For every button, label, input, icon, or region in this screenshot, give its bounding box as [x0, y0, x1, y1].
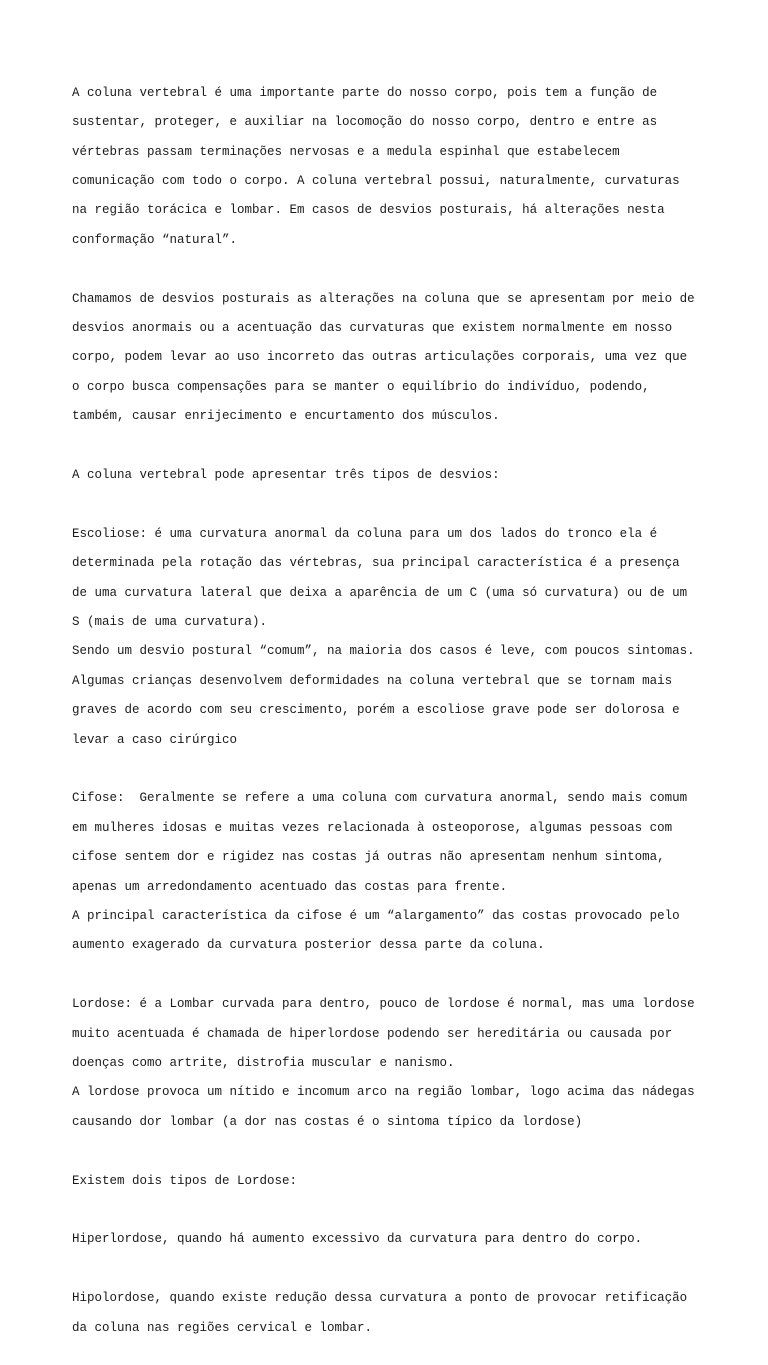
- text-line: Hiperlordose, quando há aumento excessivo da curvatura para dentro do corpo.: [72, 1232, 643, 1247]
- text-line: Lordose: é a Lombar curvada para dentro, pouco de lordose é normal, mas uma lordose: [72, 997, 695, 1012]
- text-line: A coluna vertebral pode apresentar três tipos de desvios:: [72, 467, 500, 482]
- text-line: da coluna nas regiões cervical e lombar.: [72, 1320, 373, 1335]
- paragraph-desvios-posturais: [72, 277, 712, 439]
- text-line: Escoliose: é uma curvatura anormal da coluna para um dos lados do tronco ela é: [72, 526, 658, 541]
- paragraph-tipos-desvios: [72, 453, 712, 497]
- text-line: na região torácica e lombar. Em casos de desvios posturais, há alterações nesta: [72, 203, 665, 218]
- text-line: desvios anormais ou a acentuação das curvaturas que existem normalmente em nosso: [72, 320, 673, 335]
- document-body: [72, 71, 712, 1365]
- text-line: vértebras passam terminações nervosas e a medula espinhal que estabelecem: [72, 144, 620, 159]
- text-line: muito acentuada é chamada de hiperlordose podendo ser hereditária ou causada por: [72, 1026, 673, 1041]
- text-line: corpo, podem levar ao uso incorreto das outras articulações corporais, uma vez que: [72, 350, 688, 365]
- text-line: causando dor lombar (a dor nas costas é o sintoma típico da lordose): [72, 1114, 583, 1129]
- text-line: A principal característica da cifose é um “alargamento” das costas provocado pelo: [72, 909, 680, 924]
- text-line: Cifose: Geralmente se refere a uma coluna com curvatura anormal, sendo mais comum: [72, 791, 688, 806]
- text-line: doenças como artrite, distrofia muscular e nanismo.: [72, 1056, 455, 1071]
- text-line: apenas um arredondamento acentuado das costas para frente.: [72, 879, 508, 894]
- text-line: aumento exagerado da curvatura posterior dessa parte da coluna.: [72, 938, 545, 953]
- text-line: A coluna vertebral é uma importante parte do nosso corpo, pois tem a função de: [72, 85, 658, 100]
- paragraph-hiperlordose: [72, 1218, 712, 1262]
- text-line: de uma curvatura lateral que deixa a aparência de um C (uma só curvatura) ou de um: [72, 585, 688, 600]
- text-line: graves de acordo com seu crescimento, porém a escoliose grave pode ser dolorosa e: [72, 703, 680, 718]
- text-line: sustentar, proteger, e auxiliar na locomoção do nosso corpo, dentro e entre as: [72, 115, 658, 130]
- text-line: Algumas crianças desenvolvem deformidades na coluna vertebral que se tornam mais: [72, 673, 673, 688]
- text-line: conformação “natural”.: [72, 232, 238, 247]
- paragraph-tipos-lordose: [72, 1159, 712, 1203]
- text-line: determinada pela rotação das vértebras, sua principal característica é a presença: [72, 556, 680, 571]
- text-line: Existem dois tipos de Lordose:: [72, 1173, 298, 1188]
- text-line: S (mais de uma curvatura).: [72, 614, 268, 629]
- paragraph-lordose: [72, 983, 712, 1145]
- text-line: levar a caso cirúrgico: [72, 732, 238, 747]
- text-line: comunicação com todo o corpo. A coluna vertebral possui, naturalmente, curvaturas: [72, 173, 680, 188]
- text-line: Sendo um desvio postural “comum”, na maioria dos casos é leve, com poucos sintomas.: [72, 644, 695, 659]
- text-line: também, causar enrijecimento e encurtamento dos músculos.: [72, 409, 500, 424]
- text-line: Chamamos de desvios posturais as alterações na coluna que se apresentam por meio de: [72, 291, 695, 306]
- text-line: A lordose provoca um nítido e incomum arco na região lombar, logo acima das nádegas: [72, 1085, 695, 1100]
- text-line: cifose sentem dor e rigidez nas costas já outras não apresentam nenhum sintoma,: [72, 850, 665, 865]
- text-line: em mulheres idosas e muitas vezes relacionada à osteoporose, algumas pessoas com: [72, 820, 673, 835]
- paragraph-escoliose: [72, 512, 712, 762]
- text-line: Hipolordose, quando existe redução dessa curvatura a ponto de provocar retificação: [72, 1291, 688, 1306]
- paragraph-hipolordose: [72, 1277, 712, 1351]
- paragraph-intro: [72, 71, 712, 262]
- paragraph-cifose: [72, 777, 712, 968]
- text-line: o corpo busca compensações para se manter o equilíbrio do indivíduo, podendo,: [72, 379, 650, 394]
